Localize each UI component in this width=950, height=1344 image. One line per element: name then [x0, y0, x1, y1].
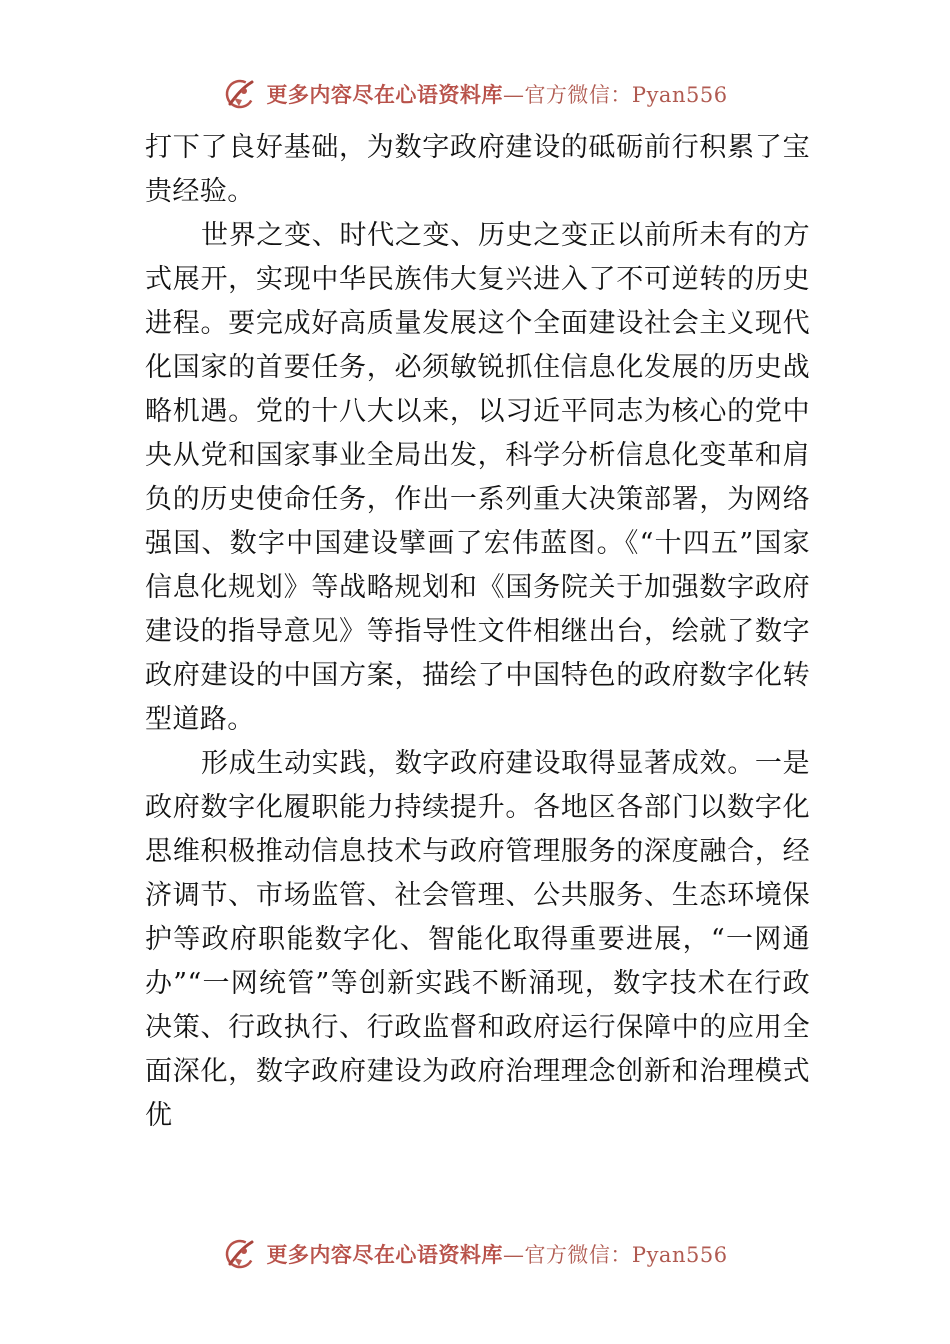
- footer-brand: 更多内容尽在心语资料库: [266, 1242, 503, 1267]
- paragraph-continuation: 打下了良好基础，为数字政府建设的砥砺前行积累了宝贵经验。: [145, 132, 810, 207]
- brush-logo-icon: [222, 76, 258, 112]
- header-banner: [0, 72, 950, 116]
- footer-contact: 官方微信：Pyan556: [524, 1243, 728, 1267]
- brush-logo-icon: [222, 1236, 258, 1272]
- header-separator: —: [502, 83, 525, 107]
- paragraph-historical-change: 世界之变、时代之变、历史之变正以前所未有的方式展开，实现中华民族伟大复兴进入了不可逆转的历史进程。要完成好高质量发展这个全面建设社会主义现代化国家的首要任务，必须敏锐抓住信息化发展的历史战略机遇。党的十八大以来，以习近平同志为核心的党中央从党和国家事业全局出发，科学分析信息化变革和肩负的历史使命任务，作出一系列重大决策部署，为网络强国、数字中国建设擘画了宏伟蓝图。《“十四五”国家信息化规划》等战略规划和《国务院关于加强数字政府建设的指导意见》等指导性文件相继出台，绘就了数字政府建设的中国方案，描绘了中国特色的政府数字化转型道路。: [145, 220, 810, 735]
- footer-separator: —: [502, 1243, 525, 1267]
- footer-text: [266, 1239, 727, 1269]
- header-brand: 更多内容尽在心语资料库: [266, 82, 503, 107]
- paragraph-practice-results: 形成生动实践，数字政府建设取得显著成效。一是政府数字化履职能力持续提升。各地区各部门以数字化思维积极推动信息技术与政府管理服务的深度融合，经济调节、市场监管、社会管理、公共服务、生态环境保护等政府职能数字化、智能化取得重要进展，“一网通办”“一网统管”等创新实践不断涌现，数字技术在行政决策、行政执行、行政监督和政府运行保障中的应用全面深化，数字政府建设为政府治理理念创新和治理模式优: [145, 748, 810, 1131]
- footer-banner: [0, 1232, 950, 1276]
- document-body: [145, 126, 810, 1138]
- header-contact: 官方微信：Pyan556: [524, 83, 728, 107]
- header-text: [266, 79, 727, 109]
